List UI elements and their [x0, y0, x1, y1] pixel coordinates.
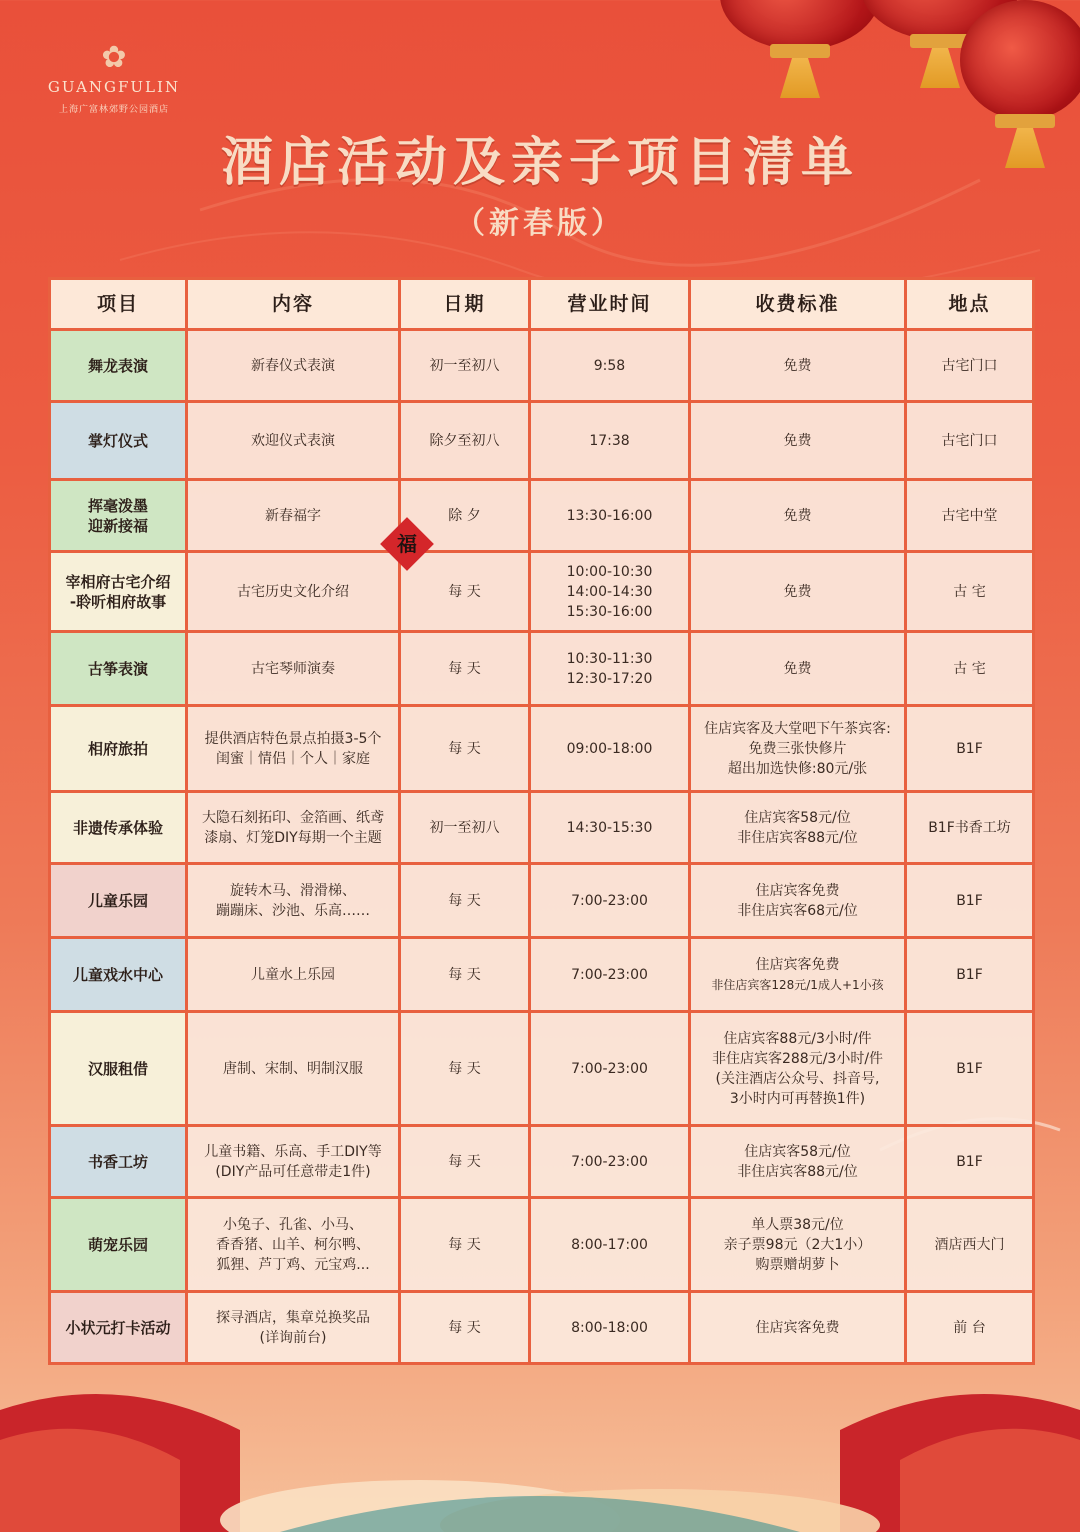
fee-cell-line: 非住店宾客68元/位 [737, 902, 858, 919]
hours-cell-line: 7:00-23:00 [571, 1060, 648, 1077]
content-cell [187, 1292, 400, 1364]
content-cell-line: 儿童水上乐园 [251, 966, 335, 983]
fee-cell-line: 住店宾客58元/位 [744, 809, 851, 826]
hours-cell [530, 1012, 690, 1126]
content-cell [187, 402, 400, 480]
hours-cell [530, 330, 690, 402]
fee-cell-line: 住店宾客及大堂吧下午茶宾客: [704, 720, 891, 737]
fee-cell-line: 非住店宾客88元/位 [737, 829, 858, 846]
hours-cell [530, 706, 690, 792]
fee-cell [690, 480, 906, 552]
activity-name-cell [50, 402, 187, 480]
fee-cell [690, 1292, 906, 1364]
activity-name-cell-line: 非遗传承体验 [72, 818, 163, 837]
fee-cell [690, 792, 906, 864]
hours-cell-line: 8:00-17:00 [571, 1236, 648, 1253]
content-cell-line: 提供酒店特色景点拍摄3-5个 [204, 730, 382, 747]
content-cell [187, 632, 400, 706]
activity-name-cell [50, 938, 187, 1012]
date-cell: 每 天 [400, 1292, 530, 1364]
logo-subtitle: 上海广富林郊野公园酒店 [58, 105, 169, 115]
date-cell: 除夕至初八 [400, 402, 530, 480]
fee-cell-line: (关注酒店公众号、抖音号, [715, 1070, 880, 1087]
content-cell [187, 552, 400, 632]
hours-cell [530, 1126, 690, 1198]
hours-cell [530, 1292, 690, 1364]
activity-name-cell [50, 1126, 187, 1198]
hours-cell-line: 14:00-14:30 [566, 583, 653, 600]
date-cell: 每 天 [400, 1198, 530, 1292]
date-cell: 每 天 [400, 864, 530, 938]
hours-cell [530, 480, 690, 552]
content-cell [187, 330, 400, 402]
activity-name-cell-line: 萌宠乐园 [87, 1235, 148, 1254]
fee-cell-line: 单人票38元/位 [751, 1216, 844, 1233]
fee-cell [690, 330, 906, 402]
column-header: 内容 [187, 279, 400, 330]
activity-name-cell [50, 330, 187, 402]
fee-cell-line: 亲子票98元（2大1小） [723, 1236, 872, 1253]
table-row [50, 1126, 1034, 1198]
fee-cell-line: 免费三张快修片 [748, 740, 847, 757]
date-cell: 初一至初八 [400, 792, 530, 864]
date-cell: 除 夕 [400, 480, 530, 552]
content-cell [187, 864, 400, 938]
content-cell-line: 蹦蹦床、沙池、乐高…… [216, 902, 370, 919]
activity-name-cell [50, 1292, 187, 1364]
place-cell: 古宅中堂 [906, 480, 1034, 552]
content-cell-line: 闺蜜｜情侣｜个人｜家庭 [216, 750, 370, 767]
activity-name-cell-line: 相府旅拍 [87, 739, 148, 758]
fee-cell [690, 552, 906, 632]
fee-cell [690, 1126, 906, 1198]
fu-character-icon: 福 [380, 517, 434, 571]
date-cell: 每 天 [400, 1012, 530, 1126]
place-cell: B1F [906, 1126, 1034, 1198]
place-cell: 古 宅 [906, 632, 1034, 706]
activity-name-cell [50, 792, 187, 864]
table-row [50, 706, 1034, 792]
column-header: 地点 [906, 279, 1034, 330]
fee-cell-line: 非住店宾客88元/位 [737, 1163, 858, 1180]
activity-name-cell-line: 挥毫泼墨 [87, 496, 148, 515]
hours-cell-line: 10:30-11:30 [566, 650, 653, 667]
activity-name-cell-line: 古筝表演 [87, 659, 148, 678]
hours-cell-line: 12:30-17:20 [566, 670, 653, 687]
column-header: 日期 [400, 279, 530, 330]
hours-cell-line: 8:00-18:00 [571, 1319, 648, 1336]
fee-cell-line: 免费 [783, 583, 812, 600]
date-cell: 每 天 [400, 1126, 530, 1198]
content-cell [187, 792, 400, 864]
date-cell: 每 天 [400, 632, 530, 706]
hours-cell-line: 10:00-10:30 [566, 563, 653, 580]
place-cell: 古 宅 [906, 552, 1034, 632]
fee-cell-line: 住店宾客58元/位 [744, 1143, 851, 1160]
table-row [50, 402, 1034, 480]
table-row [50, 480, 1034, 552]
table-row [50, 938, 1034, 1012]
content-cell-line: 古宅琴师演奏 [251, 660, 335, 677]
fee-cell [690, 1198, 906, 1292]
place-cell: B1F [906, 706, 1034, 792]
fee-cell-line: 住店宾客免费 [755, 1319, 840, 1336]
hours-cell-line: 7:00-23:00 [571, 892, 648, 909]
activity-name-cell-line: 舞龙表演 [87, 356, 148, 375]
fee-cell-line: 非住店宾客128元/1成人+1小孩 [711, 977, 884, 992]
content-cell-line: 新春福字 [265, 507, 321, 524]
activity-name-cell [50, 1198, 187, 1292]
content-cell [187, 938, 400, 1012]
place-cell: B1F书香工坊 [906, 792, 1034, 864]
place-cell: 古宅门口 [906, 330, 1034, 402]
date-cell: 每 天 [400, 552, 530, 632]
content-cell [187, 1126, 400, 1198]
fee-cell [690, 1012, 906, 1126]
fee-cell-line: 超出加选快修:80元/张 [727, 760, 868, 777]
fee-cell-line: 免费 [783, 432, 812, 449]
activity-name-cell-line: 掌灯仪式 [87, 431, 148, 450]
content-cell-line: 旋转木马、滑滑梯、 [230, 882, 356, 899]
date-cell: 每 天 [400, 706, 530, 792]
lantern-icon [720, 0, 880, 98]
table-row [50, 552, 1034, 632]
activity-name-cell-line: 迎新接福 [87, 516, 148, 535]
table-row [50, 330, 1034, 402]
hotel-logo [44, 40, 184, 115]
place-cell: B1F [906, 864, 1034, 938]
place-cell: 前 台 [906, 1292, 1034, 1364]
table-header-row [50, 279, 1034, 330]
content-cell-line: (详询前台) [259, 1329, 327, 1346]
hours-cell-line: 7:00-23:00 [571, 966, 648, 983]
fee-cell-line: 免费 [783, 357, 812, 374]
fee-cell [690, 632, 906, 706]
activity-name-cell [50, 1012, 187, 1126]
page-subtitle: （新春版） [455, 206, 625, 241]
hours-cell [530, 552, 690, 632]
hours-cell [530, 792, 690, 864]
fee-cell-line: 住店宾客免费 [755, 956, 840, 973]
date-cell: 每 天 [400, 938, 530, 1012]
fee-cell-line: 免费 [783, 660, 812, 677]
hours-cell [530, 632, 690, 706]
table-body [50, 330, 1034, 1364]
column-header: 项目 [50, 279, 187, 330]
activity-name-cell-line: 儿童乐园 [87, 891, 148, 910]
fee-cell [690, 402, 906, 480]
hours-cell-line: 17:38 [589, 432, 630, 449]
content-cell [187, 1198, 400, 1292]
hours-cell [530, 402, 690, 480]
activity-table [48, 277, 1035, 1365]
content-cell-line: 漆扇、灯笼DIY每期一个主题 [204, 829, 382, 846]
fee-cell-line: 住店宾客免费 [755, 882, 840, 899]
table-row [50, 1012, 1034, 1126]
column-header: 营业时间 [530, 279, 690, 330]
activity-name-cell-line: -聆听相府故事 [69, 592, 167, 611]
activity-name-cell-line: 儿童戏水中心 [72, 965, 163, 984]
table-row [50, 1198, 1034, 1292]
activity-name-cell [50, 706, 187, 792]
page-title: 酒店活动及亲子项目清单 [220, 132, 859, 193]
fee-cell-line: 免费 [783, 507, 812, 524]
content-cell-line: 香香猪、山羊、柯尔鸭、 [216, 1236, 370, 1253]
content-cell-line: 大隐石刻拓印、金箔画、纸鸢 [202, 809, 384, 826]
fee-cell [690, 864, 906, 938]
content-cell-line: 唐制、宋制、明制汉服 [223, 1060, 363, 1077]
hours-cell [530, 1198, 690, 1292]
fee-cell-line: 住店宾客88元/3小时/件 [723, 1030, 872, 1047]
content-cell-line: (DIY产品可任意带走1件) [215, 1163, 371, 1180]
place-cell: B1F [906, 1012, 1034, 1126]
logo-brand: GUANGFULIN [47, 78, 181, 96]
date-cell: 初一至初八 [400, 330, 530, 402]
column-header: 收费标准 [690, 279, 906, 330]
activity-name-cell [50, 480, 187, 552]
hours-cell-line: 7:00-23:00 [571, 1153, 648, 1170]
content-cell-line: 狐狸、芦丁鸡、元宝鸡... [216, 1256, 370, 1273]
activity-name-cell-line: 书香工坊 [87, 1152, 148, 1171]
activity-name-cell-line: 小状元打卡活动 [65, 1318, 171, 1337]
activity-name-cell [50, 632, 187, 706]
hours-cell [530, 938, 690, 1012]
hours-cell-line: 14:30-15:30 [566, 819, 653, 836]
fee-cell-line: 3小时内可再替换1件) [729, 1090, 866, 1107]
content-cell-line: 新春仪式表演 [251, 357, 335, 374]
activity-name-cell-line: 汉服租借 [87, 1059, 148, 1078]
place-cell: B1F [906, 938, 1034, 1012]
table-row [50, 792, 1034, 864]
fee-cell-line: 购票赠胡萝卜 [755, 1256, 840, 1273]
flower-logo-icon: ✿ [101, 40, 127, 75]
content-cell [187, 706, 400, 792]
content-cell-line: 古宅历史文化介绍 [237, 583, 349, 600]
table-row [50, 632, 1034, 706]
hours-cell-line: 09:00-18:00 [566, 740, 653, 757]
content-cell-line: 儿童书籍、乐高、手工DIY等 [204, 1143, 382, 1160]
fee-cell [690, 706, 906, 792]
fee-cell-line: 非住店宾客288元/3小时/件 [711, 1050, 884, 1067]
activity-name-cell-line: 宰相府古宅介绍 [65, 572, 171, 591]
hours-cell [530, 864, 690, 938]
activity-name-cell [50, 864, 187, 938]
hours-cell-line: 9:58 [593, 357, 626, 374]
content-cell-line: 探寻酒店，集章兑换奖品 [216, 1309, 370, 1326]
place-cell: 古宅门口 [906, 402, 1034, 480]
content-cell-line: 欢迎仪式表演 [251, 432, 335, 449]
content-cell-line: 小兔子、孔雀、小马、 [223, 1216, 363, 1233]
hours-cell-line: 13:30-16:00 [566, 507, 653, 524]
table-row [50, 1292, 1034, 1364]
place-cell: 酒店西大门 [906, 1198, 1034, 1292]
content-cell [187, 480, 400, 552]
bottom-fan-decoration [0, 1370, 1080, 1532]
fee-cell [690, 938, 906, 1012]
content-cell [187, 1012, 400, 1126]
hours-cell-line: 15:30-16:00 [566, 603, 653, 620]
table-row [50, 864, 1034, 938]
activity-name-cell [50, 552, 187, 632]
